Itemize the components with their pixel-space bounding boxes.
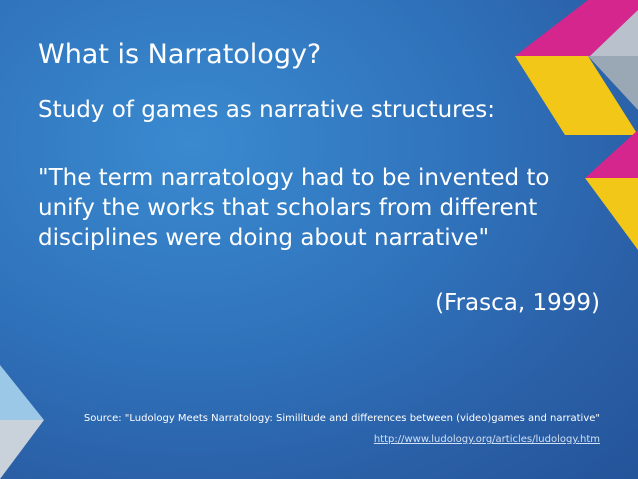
source-link[interactable]: http://www.ludology.org/articles/ludology.htm bbox=[373, 434, 600, 445]
source-text: Source: "Ludology Meets Narratology: Similitude and differences between (video)games and narrative" bbox=[83, 413, 600, 424]
slide-title: What is Narratology? bbox=[38, 39, 322, 70]
quote-line: disciplines were doing about narrative" bbox=[38, 225, 490, 251]
gray-triangle-left bbox=[0, 420, 44, 479]
citation: (Frasca, 1999) bbox=[435, 290, 600, 316]
magenta-triangle-right bbox=[585, 130, 638, 178]
quote-line: "The term narratology had to be invented to bbox=[38, 165, 550, 191]
quote bbox=[38, 163, 588, 253]
slide-subtitle: Study of games as narrative structures: bbox=[38, 97, 495, 123]
light-blue-triangle-left bbox=[0, 365, 44, 420]
yellow-triangle-right bbox=[585, 178, 638, 250]
quote-line: unify the works that scholars from different bbox=[38, 195, 538, 221]
